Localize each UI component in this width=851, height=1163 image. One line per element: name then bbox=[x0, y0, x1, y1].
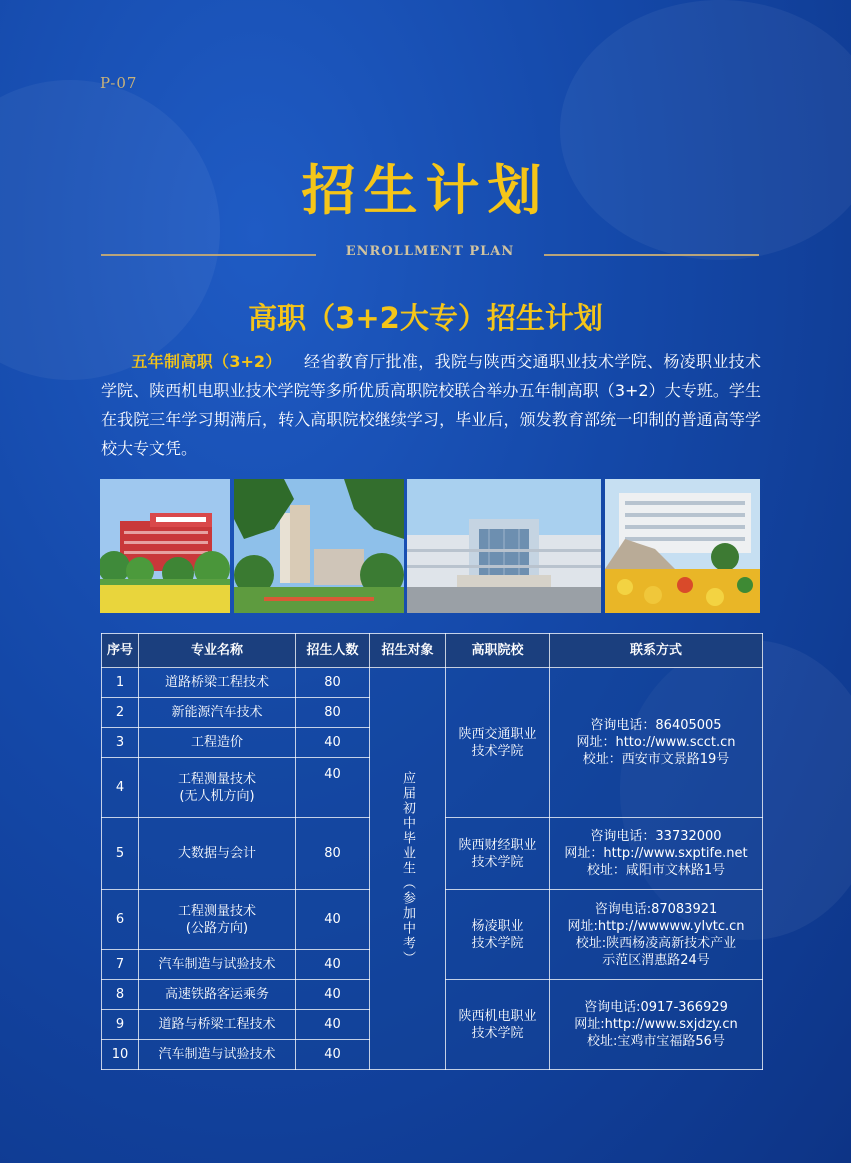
major-name: 汽车制造与试验技术 bbox=[139, 1040, 296, 1070]
table-header-row bbox=[102, 634, 763, 668]
major-name: 大数据与会计 bbox=[139, 818, 296, 890]
header-cell: 专业名称 bbox=[139, 634, 296, 668]
header-cell: 招生人数 bbox=[296, 634, 370, 668]
major-name: 汽车制造与试验技术 bbox=[139, 950, 296, 980]
enroll-count: 40 bbox=[296, 1010, 370, 1040]
page-subtitle: ENROLLMENT PLAN bbox=[345, 244, 515, 259]
school-contact: 咨询电话：33732000 网址：http://www.sxptife.net 校址：咸阳市文林路1号 bbox=[550, 818, 763, 890]
intro-text: 经省教育厅批准，我院与陕西交通职业技术学院、杨凌职业技术学院、陕西机电职业技术学院等多所优质高职院校联合举办五年制高职（3+2）大专班。学生在我院三年学习期满后，转入高职院校继续学习，毕业后，颁发教育部统一印制的普通高等学校大专文凭。 bbox=[101, 352, 761, 458]
major-name: 新能源汽车技术 bbox=[139, 698, 296, 728]
table-row bbox=[102, 668, 763, 698]
enrollment-table bbox=[101, 633, 763, 1070]
page-title: 招生计划 bbox=[301, 159, 550, 222]
header-cell: 联系方式 bbox=[550, 634, 763, 668]
enroll-count: 40 bbox=[296, 980, 370, 1010]
school-contact: 咨询电话：86405005 网址：htto://www.scct.cn 校址：西安市文景路19号 bbox=[550, 668, 763, 818]
school-name: 陕西财经职业 技术学院 bbox=[446, 818, 550, 890]
intro-paragraph bbox=[101, 347, 761, 463]
major-name: 道路与桥梁工程技术 bbox=[139, 1010, 296, 1040]
enroll-count: 40 bbox=[296, 758, 370, 818]
school-name: 陕西机电职业 技术学院 bbox=[446, 980, 550, 1070]
subtitle-row bbox=[101, 244, 759, 266]
row-number: 8 bbox=[102, 980, 139, 1010]
row-number: 7 bbox=[102, 950, 139, 980]
school-contact: 咨询电话:0917-366929 网址:http://www.sxjdzy.cn 校址:宝鸡市宝福路56号 bbox=[550, 980, 763, 1070]
school-contact: 咨询电话:87083921 网址:http://wwwww.ylvtc.cn 校址:陕西杨凌高新技术产业 示范区渭惠路24号 bbox=[550, 890, 763, 980]
page-number: P-07 bbox=[100, 74, 138, 92]
campus-photo-strip bbox=[100, 479, 760, 613]
row-number: 2 bbox=[102, 698, 139, 728]
major-name: 工程测量技术 (无人机方向) bbox=[139, 758, 296, 818]
major-name: 工程造价 bbox=[139, 728, 296, 758]
enroll-count: 40 bbox=[296, 1040, 370, 1070]
header-cell: 招生对象 bbox=[370, 634, 446, 668]
header-cell: 序号 bbox=[102, 634, 139, 668]
row-number: 3 bbox=[102, 728, 139, 758]
school-name: 杨凌职业 技术学院 bbox=[446, 890, 550, 980]
enroll-count: 80 bbox=[296, 668, 370, 698]
enroll-count: 80 bbox=[296, 698, 370, 728]
enroll-count: 40 bbox=[296, 950, 370, 980]
enroll-count: 40 bbox=[296, 728, 370, 758]
row-number: 6 bbox=[102, 890, 139, 950]
intro-highlight: 五年制高职（3+2） bbox=[131, 352, 282, 371]
campus-photo-1 bbox=[100, 479, 230, 613]
row-number: 4 bbox=[102, 758, 139, 818]
enroll-count: 80 bbox=[296, 818, 370, 890]
target-cell bbox=[370, 668, 446, 1070]
header-cell: 高职院校 bbox=[446, 634, 550, 668]
major-name: 工程测量技术 (公路方向) bbox=[139, 890, 296, 950]
section-title: 高职（3+2大专）招生计划 bbox=[248, 301, 603, 335]
campus-photo-4 bbox=[605, 479, 760, 613]
row-number: 10 bbox=[102, 1040, 139, 1070]
divider-right bbox=[544, 254, 759, 256]
row-number: 5 bbox=[102, 818, 139, 890]
campus-photo-3 bbox=[407, 479, 601, 613]
row-number: 1 bbox=[102, 668, 139, 698]
row-number: 9 bbox=[102, 1010, 139, 1040]
school-name: 陕西交通职业 技术学院 bbox=[446, 668, 550, 818]
enroll-target: 应届初中毕业生（参加中考） bbox=[400, 771, 415, 966]
major-name: 道路桥梁工程技术 bbox=[139, 668, 296, 698]
major-name: 高速铁路客运乘务 bbox=[139, 980, 296, 1010]
enroll-count: 40 bbox=[296, 890, 370, 950]
campus-photo-2 bbox=[234, 479, 404, 613]
